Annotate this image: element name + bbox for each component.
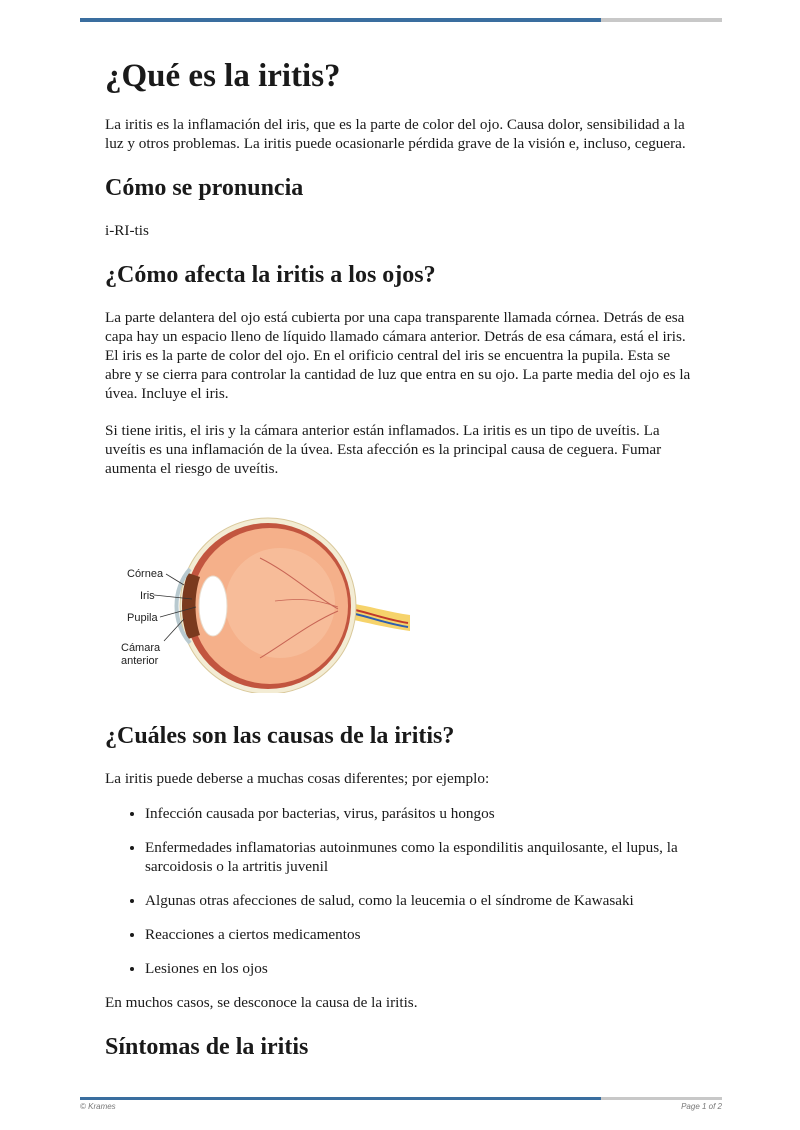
label-chamber: Cámara [121, 642, 161, 654]
list-item: • Reacciones a ciertos medicamentos [145, 925, 700, 944]
bottom-progress-bar [80, 1097, 722, 1100]
list-item: • Enfermedades inflamatorias autoinmunes como la espondilitis anquilosante, el lupus, la sarcoidosis o la artritis juvenil [145, 838, 700, 876]
eye-illustration [110, 503, 410, 693]
label-iris: Iris [140, 590, 155, 602]
label-cornea: Córnea [127, 568, 164, 580]
causes-heading: ¿Cuáles son las causas de la iritis? [105, 723, 455, 749]
label-anterior: anterior [121, 655, 159, 667]
page-title: ¿Qué es la iritis? [105, 58, 341, 94]
symptoms-heading: Síntomas de la iritis [105, 1034, 309, 1060]
footer-page-number: Page 1 of 2 [681, 1102, 722, 1111]
affect-paragraph-2: Si tiene iritis, el iris y la cámara anterior están inflamados. La iritis es un tipo de uveítis. La uveítis es una inflamación de la úvea. Esta afección es la principal causa de ceguera. Fumar aumenta el riesgo de uveítis. [105, 422, 662, 477]
causes-closing: En muchos casos, se desconoce la causa de la iritis. [105, 994, 418, 1011]
list-item: • Lesiones en los ojos [145, 959, 700, 978]
eye-diagram [110, 503, 410, 693]
article [105, 57, 700, 1062]
list-item: • Algunas otras afecciones de salud, como la leucemia o el síndrome de Kawasaki [145, 891, 700, 910]
affect-paragraph-1: La parte delantera del ojo está cubierta por una capa transparente llamada córnea. Detrás de esa capa hay un espacio lleno de líquido llamado cámara anterior. Detrás de esa cámara, está el iris. El iris es la parte de color del ojo. En el orificio central del iris se encuentra la pupila. Esta se abre y se cierra para controlar la cantidad de luz que entra en su ojo. La parte media del ojo es la úvea. Incluye el iris. [105, 309, 691, 402]
list-item: • Infección causada por bacterias, virus, parásitos u hongos [145, 804, 700, 823]
affect-heading: ¿Cómo afecta la iritis a los ojos? [105, 262, 436, 288]
lens [199, 576, 227, 636]
bottom-progress-fill [80, 1097, 601, 1100]
top-progress-fill [80, 18, 601, 22]
intro-paragraph: La iritis es la inflamación del iris, que es la parte de color del ojo. Causa dolor, sensibilidad a la luz y otros problemas. La iritis puede ocasionarle pérdida grave de la visión e, incluso, ceguera. [105, 116, 686, 152]
pronounce-heading: Cómo se pronuncia [105, 175, 304, 201]
causes-lead: La iritis puede deberse a muchas cosas diferentes; por ejemplo: [105, 770, 490, 787]
pronounce-text: i-RI-tis [105, 222, 149, 239]
causes-list [105, 804, 700, 978]
label-pupil: Pupila [127, 612, 158, 624]
top-progress-bar [80, 18, 722, 22]
footer-copyright: © Krames [80, 1102, 116, 1111]
